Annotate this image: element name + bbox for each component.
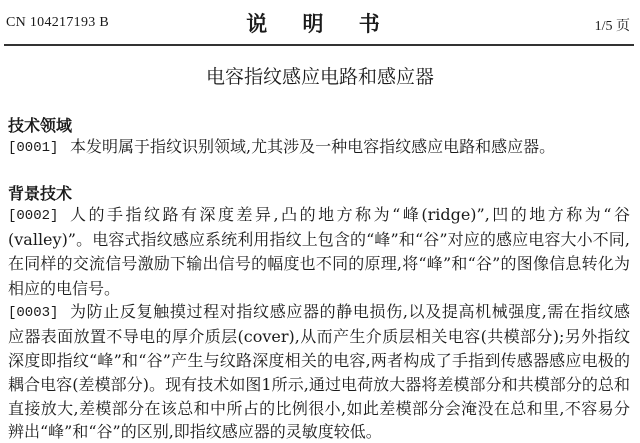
paragraph-number: [0002] [8, 208, 59, 224]
paragraph-number: [0001] [8, 140, 59, 156]
paragraph-line: 直接放大,差模部分在该总和中所占的比例很小,如此差模部分会淹没在总和里,不容易分 [8, 399, 630, 418]
page-header [0, 0, 640, 46]
paragraph-line: (valley)”。电容式指纹感应系统利用指纹上包含的“峰”和“谷”对应的感应电容大小不同, [8, 230, 630, 249]
paragraph-line: 人的手指纹路有深度差异,凸的地方称为“峰(ridge)”,凹的地方称为“谷 [70, 205, 630, 224]
paragraph-line: 耦合电容(差模部分)。现有技术如图1所示,通过电荷放大器将差模部分和共模部分的总和 [8, 375, 630, 394]
paragraph-line: 应器表面放置不导电的厚介质层(cover),从而产生介质层相关电容(共模部分);另外指纹 [8, 327, 630, 346]
patent-number: CN 104217193 B [6, 15, 109, 30]
section-heading-technical-field: 技术领域 [8, 116, 73, 135]
paragraph-line: 为防止反复触摸过程对指纹感应器的静电损伤,以及提高机械强度,需在指纹感 [70, 302, 630, 321]
paragraph-line: 本发明属于指纹识别领域,尤其涉及一种电容指纹感应电路和感应器。 [70, 137, 556, 156]
header-divider [4, 44, 634, 46]
section-heading-background: 背景技术 [8, 184, 73, 203]
document-type: 说 明 书 [246, 11, 394, 36]
document-title: 电容指纹感应电路和感应器 [205, 66, 434, 88]
paragraph-line: 辨出“峰”和“谷”的区别,即指纹感应器的灵敏度较低。 [8, 422, 382, 441]
paragraph-line: 深度即指纹“峰”和“谷”产生与纹路深度相关的电容,两者构成了手指到传感器感应电极的 [8, 351, 630, 370]
paragraph-line: 在同样的交流信号激励下输出信号的幅度也不同的原理,将“峰”和“谷”的图像信息转化为 [8, 254, 630, 273]
paragraph-number: [0003] [8, 305, 59, 321]
page-indicator: 1/5 页 [594, 19, 630, 34]
paragraph-line: 相应的电信号。 [8, 279, 121, 298]
